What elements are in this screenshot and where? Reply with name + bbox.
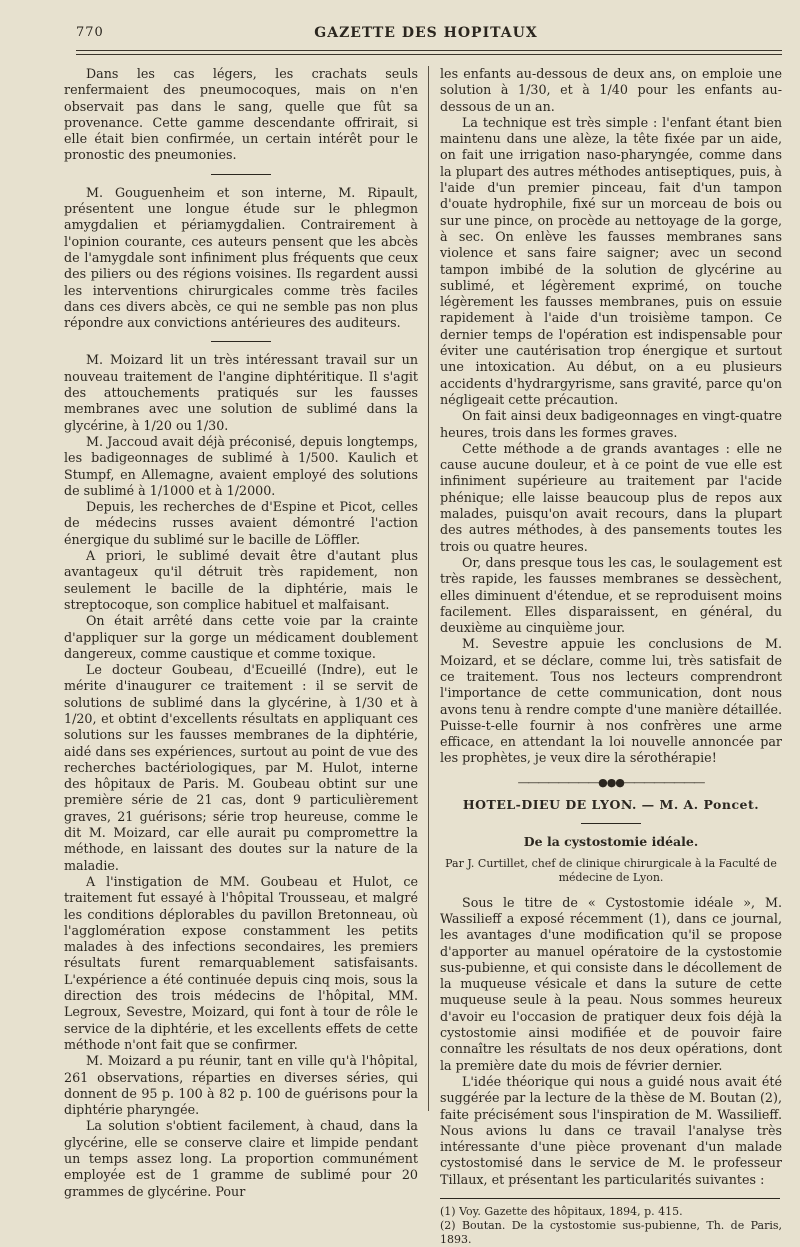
footnote-rule [440, 1198, 780, 1199]
column-divider [428, 66, 429, 1111]
page-number: 770 [76, 25, 104, 40]
paragraph: On était arrêté dans cette voie par la crainte d'appliquer sur la gorge un médicament doublement dangereux, comme caustique et comme toxique. [64, 613, 418, 661]
right-column [440, 66, 782, 1247]
footnote: (1) Voy. Gazette des hôpitaux, 1894, p. 415. [440, 1205, 683, 1218]
paragraph: Le docteur Goubeau, d'Ecueillé (Indre), eut le mérite d'inaugurer ce traitement : il se servit de solutions de sublimé dans la glycérine, à 1/30 et à 1/20, et obtint d'excellents résultats en appliquant ces solutions sur les fausses membranes de la diphtérie, aidé dans ses expériences, surtout au point de vue des recherches bactériologiques, par M. Hulot, interne des hôpitaux de Paris. M. Goubeau obtint sur une première série de 21 cas, dont 9 particulièrement graves, 21 guérisons; série trop heureuse, comme le dit M. Moizard, car elle aurait pu compromettre la méthode, en laissant des doutes sur la nature de la maladie. [64, 662, 418, 873]
header-rule-bottom [76, 54, 782, 55]
separator [581, 823, 641, 824]
paragraph: A priori, le sublimé devait être d'autant plus avantageux qu'il détruit très rapidement, non seulement le bacille de la diphtérie, mais le streptocoque, son complice habituel et malfaisant. [64, 548, 418, 612]
paragraph: M. Moizard lit un très intéressant travail sur un nouveau traitement de l'angine diphtéritique. Il s'agit des attouchements pratiqués sur les fausses membranes avec une solution de sublimé dans la glycérine, à 1/20 ou 1/30. [64, 352, 418, 433]
footnote: (2) Boutan. De la cystostomie sus-pubienne, Th. de Paris, 1893. [440, 1219, 782, 1246]
paragraph: Cette méthode a de grands avantages : elle ne cause aucune douleur, et à ce point de vue elle est infiniment supérieure au traitement par l'acide phénique; elle laisse beaucoup plus de repos aux malades, puisqu'on avait recours, dans la plupart des autres méthodes, à des pansements toutes les trois ou quatre heures. [440, 440, 782, 554]
paragraph: M. Sevestre appuie les conclusions de M. Moizard, et se déclare, comme lui, très satisfait de ce traitement. Tous nos lecteurs comprendront l'importance de cette communication, dont nous avons tenu à rendre compte d'une manière détaillée. Puisse-t-elle fournir à nos confrères une arme efficace, en attendant la loi nouvelle annoncée par les prophètes, je veux dire la sérothérapie! [440, 636, 782, 766]
paragraph: M. Moizard a pu réunir, tant en ville qu'à l'hôpital, 261 observations, réparties en diverses séries, qui donnent de 95 p. 100 à 82 p. 100 de guérisons pour la diphtérie pharyngée. [64, 1053, 418, 1118]
paragraph: La solution s'obtient facilement, à chaud, dans la glycérine, elle se conserve claire et limpide pendant un temps assez long. La proportion communément employée est de 1 gramme de sublimé pour 20 grammes de glycérine. Pour [64, 1118, 418, 1199]
article-byline: Par J. Curtillet, chef de clinique chirurgicale à la Faculté de médecine de Lyon. [445, 856, 777, 884]
separator [211, 174, 271, 175]
paragraph: M. Jaccoud avait déjà préconisé, depuis longtemps, les badigeonnages de sublimé à 1/500. Kaulich et Stumpf, en Allemagne, avaient employé des solutions de sublimé à 1/1000 et à 1/2000. [64, 433, 418, 498]
paragraph: M. Gouguenheim et son interne, M. Ripault, présentent une longue étude sur le phlegmon amygdalien et périamygdalien. Contrairement à l'opinion courante, ces auteurs pensent que les abcès de l'amygdale sont infiniment plus fréquents que ceux des piliers ou des régions voisines. Ils regardent aussi les interventions chirurgicales comme très faciles dans ces divers abcès, ce qui ne semble pas non plus répondre aux convictions antérieures des auditeurs. [64, 184, 418, 331]
journal-title: GAZETTE DES HOPITAUX [314, 25, 538, 41]
paragraph: Dans les cas légers, les crachats seuls renfermaient des pneumocoques, mais on n'en observait pas dans le sang, quelle que fût sa provenance. Cette gamme descendante offrirait, si elle était bien confirmée, un certain intérêt pour le pronostic des pneumonies. [64, 66, 418, 163]
paragraph: A l'instigation de MM. Goubeau et Hulot, ce traitement fut essayé à l'hôpital Trousseau, et malgré les conditions déplorables du pavillon Bretonneau, où l'agglomération expose constamment les petits malades à des infections secondaires, les premiers résultats furent remarquablement satisfaisants. L'expérience a été continuée depuis cinq mois, sous la direction des trois médecins de l'hôpital, MM. Legroux, Sevestre, Moizard, qui font à tour de rôle le service de la diphtérie, et les excellents effets de cette méthode n'ont fait que se confirmer. [64, 873, 418, 1052]
paragraph: Or, dans presque tous les cas, le soulagement est très rapide, les fausses membranes se dessèchent, elles diminuent d'étendue, et se reproduisent moins facilement. Elles disparaissent, en général, du deuxième au cinquième jour. [440, 554, 782, 636]
section-heading: HOTEL-DIEU DE LYON. — M. A. Poncet. [462, 797, 760, 813]
ornamental-divider: ――――――――●●●―――――――― [518, 775, 704, 789]
paragraph: La technique est très simple : l'enfant étant bien maintenu dans une alèze, la tête fixée par un aide, on fait une irrigation naso-pharyngée, comme dans la plupart des autres méthodes antiseptiques, puis, à l'aide d'un premier pinceau, fait d'un tampon d'ouate hydrophile, fixé sur un morceau de bois ou sur une pince, on procède au nettoyage de la gorge, à sec. On enlève les fausses membranes sans violence et sans faire saigner; avec un second tampon imbibé de la solution de glycérine au sublimé, et légèrement exprimé, on touche légèrement les fausses membranes, puis on essuie rapidement à l'aide d'un troisième tampon. Ce dernier temps de l'opération est indispensable pour éviter une cautérisation trop énergique et surtout une intoxication. Au début, on a eu plusieurs accidents d'hydrargyrisme, sans gravité, parce qu'on négligeait cette précaution. [440, 114, 782, 407]
article-title: De la cystostomie idéale. [523, 834, 699, 850]
paragraph: Depuis, les recherches de d'Espine et Picot, celles de médecins russes avaient démontré l'action énergique du sublimé sur le bacille de Löffler. [64, 499, 418, 547]
paragraph: L'idée théorique qui nous a guidé nous avait été suggérée par la lecture de la thèse de M. Boutan (2), faite précisément sous l'inspiration de M. Wassilieff. Nous avions lu dans ce travail l'analyse très intéressante d'une pièce provenant d'un malade cystostomisé dans le service de M. le professeur Tillaux, et présentant les particularités suivantes : [440, 1073, 782, 1187]
paragraph: les enfants au-dessous de deux ans, on emploie une solution à 1/30, et à 1/40 pour les enfants au-dessous de un an. [440, 66, 782, 114]
paragraph: Sous le titre de « Cystostomie idéale », M. Wassilieff a exposé récemment (1), dans ce journal, les avantages d'une modification qu'il se propose d'apporter au manuel opératoire de la cystostomie sus-pubienne, et qui consiste dans le décollement de la muqueuse vésicale et dans la suture de cette muqueuse seule à la peau. Nous sommes heureux d'avoir eu l'occasion de pratiquer deux fois déjà la cystostomie ainsi modifiée et de pouvoir faire connaître les résultats de nos deux opérations, dont la première date du mois de février dernier. [440, 894, 782, 1073]
paragraph: On fait ainsi deux badigeonnages en vingt-quatre heures, trois dans les formes graves. [440, 408, 782, 440]
page-header [70, 22, 782, 42]
left-column [64, 66, 418, 1200]
separator [211, 341, 271, 342]
header-rule-top [76, 50, 782, 51]
